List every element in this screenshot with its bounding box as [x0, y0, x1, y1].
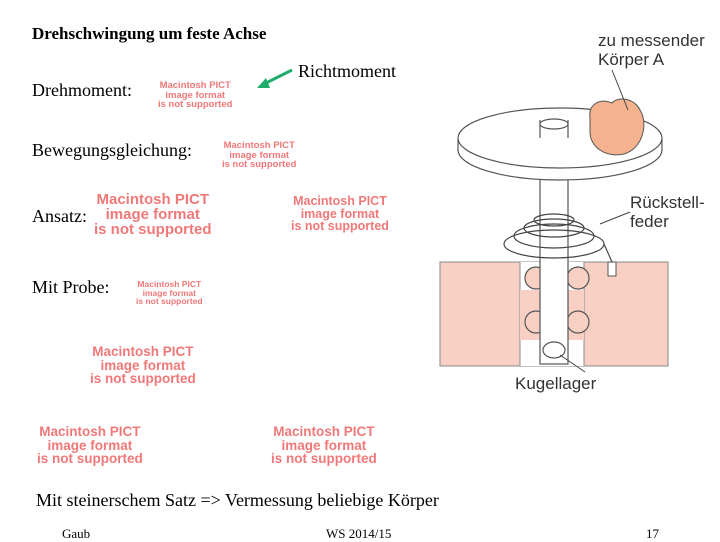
page-number: 17	[646, 526, 659, 541]
pict-line: Macintosh PICT	[92, 344, 194, 359]
pict-line: is not supported	[94, 221, 212, 238]
pict-line: Macintosh PICT	[293, 194, 387, 208]
pict-line: Macintosh PICT	[137, 279, 202, 289]
richtmoment-label: Richtmoment	[298, 61, 396, 81]
koerper-label	[598, 32, 705, 69]
probe-label: Mit Probe:	[32, 277, 110, 297]
pict-line: is not supported	[271, 451, 377, 466]
feder-label-line2: feder	[630, 211, 669, 231]
slide-title: Drehschwingung um feste Achse	[32, 24, 267, 43]
pict-line: Macintosh PICT	[96, 191, 209, 208]
pict-line: image format	[100, 357, 186, 373]
footer-author: Gaub	[62, 526, 91, 541]
bewegungsgleichung-label: Bewegungsgleichung:	[32, 140, 192, 160]
steiner-statement: Mit steinerschem Satz => Vermessung beliebige Körper	[36, 490, 439, 510]
pict-line: image format	[229, 149, 290, 161]
pict-line: image format	[47, 437, 133, 453]
pict-line: Macintosh PICT	[223, 140, 295, 151]
pict-line: Macintosh PICT	[39, 424, 141, 439]
koerper-label-line1: zu messender	[598, 31, 705, 50]
kugellager-label: Kugellager	[515, 374, 597, 393]
pict-line: is not supported	[37, 451, 143, 466]
pict-line: is not supported	[136, 296, 203, 306]
pict-line: image format	[142, 287, 196, 298]
pict-line: image format	[281, 437, 367, 453]
drehmoment-label: Drehmoment:	[32, 80, 132, 100]
pict-line: image format	[300, 206, 380, 221]
pict-line: is not supported	[222, 159, 297, 170]
body-a-shape	[590, 99, 644, 155]
pict-line: image format	[105, 206, 200, 223]
koerper-label-line2: Körper A	[598, 49, 665, 69]
pict-line: Macintosh PICT	[159, 80, 231, 91]
pict-line: is not supported	[158, 99, 233, 110]
footer-semester: WS 2014/15	[326, 526, 392, 541]
pict-line: is not supported	[90, 371, 196, 386]
ansatz-label: Ansatz:	[32, 206, 87, 226]
arrow-icon	[257, 70, 292, 88]
feder-label	[630, 194, 705, 231]
feder-label-line1: Rückstell-	[630, 193, 705, 212]
pict-line: is not supported	[291, 219, 389, 233]
pict-line: image format	[165, 89, 226, 101]
pict-line: Macintosh PICT	[273, 424, 375, 439]
